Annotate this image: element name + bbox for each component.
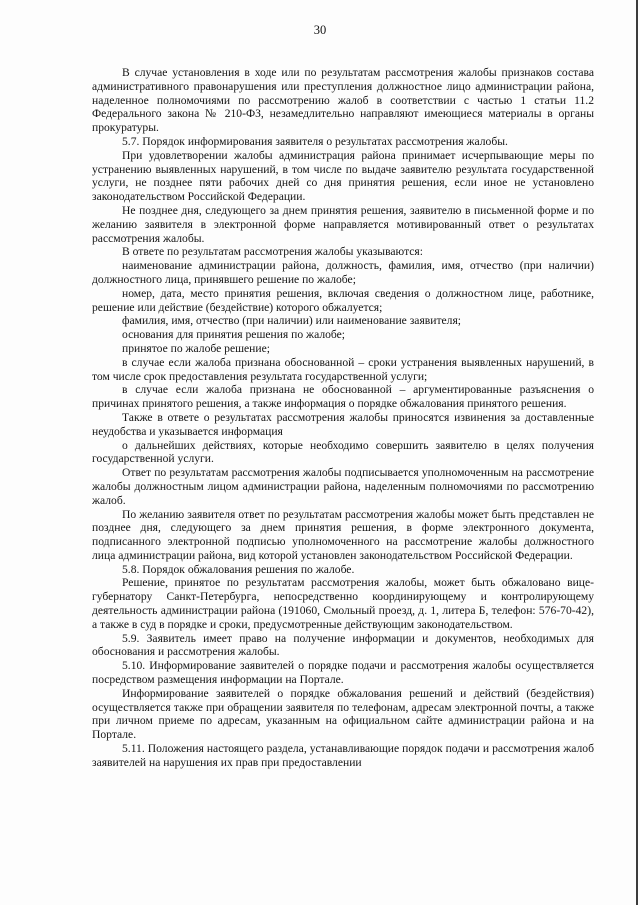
list-item-applicant-name: фамилия, имя, отчество (при наличии) или наименование заявителя; bbox=[122, 314, 462, 328]
paragraph-informing-methods: Информирование заявителей о порядке обжалования решений и действий (бездействия) осуществляется также при обращении заявителя по телефонам, адресам электронной почты, а также при личном приеме по адресам, указанным на официальном сайте администрации района и на Портале. bbox=[92, 686, 594, 742]
section-heading-5-7: 5.7. Порядок информирования заявителя о результатах рассмотрения жалобы. bbox=[122, 134, 508, 148]
page-number: 30 bbox=[313, 23, 327, 37]
list-item-decision: принятое по жалобе решение; bbox=[122, 341, 270, 355]
scan-edge-line bbox=[636, 0, 638, 905]
paragraph-response-contents-intro: В ответе по результатам рассмотрения жалобы указываются: bbox=[122, 245, 423, 259]
list-item-official-name: наименование администрации района, должность, фамилия, имя, отчество (при наличии) должностного лица, принявшего решение по жалобе; bbox=[92, 259, 594, 286]
list-item-grounds: основания для принятия решения по жалобе; bbox=[122, 328, 346, 342]
paragraph-section-5-10: 5.10. Информирование заявителей о порядке подачи и рассмотрения жалобы осуществляется посредством размещения информации на Портале. bbox=[92, 659, 594, 687]
paragraph-response-signature: Ответ по результатам рассмотрения жалобы подписывается уполномоченным на рассмотрение жалобы должностным лицом администрации района, наделенным полномочиями по рассмотрению жалоб. bbox=[92, 466, 594, 507]
paragraph-further-actions: о дальнейших действиях, которые необходимо совершить заявителю в целях получения государственной услуги. bbox=[92, 438, 594, 466]
list-item-decision-number: номер, дата, место принятия решения, включая сведения о должностном лице, работнике, решение или действие (бездействие) которого обжалуется; bbox=[92, 286, 594, 314]
paragraph-apology: Также в ответе о результатах рассмотрения жалобы приносятся извинения за доставленные неудобства и указывается информация bbox=[92, 410, 594, 438]
paragraph-appeal-procedure: Решение, принятое по результатам рассмотрения жалобы, может быть обжаловано вице-губернатору Санкт-Петербурга, непосредственно координирующему и контролирующему деятельность администрации района (191060, Смольный проезд, д. 1, литера Б, телефон: 576-70-42), а также в суд в порядке и сроки, предусмотренные действующим законодательством. bbox=[92, 576, 594, 631]
paragraph-satisfaction-measures: При удовлетворении жалобы администрация района принимает исчерпывающие меры по устранению выявленных нарушений, в том числе по выдаче заявителю результата государственной услуги, не позднее пяти рабочих дней со дня принятия решения, если иное не установлено законодательством Российской Федерации. bbox=[92, 148, 594, 204]
list-item-unjustified-complaint: в случае если жалоба признана не обоснованной – аргументированные разъяснения о причинах принятого решения, а также информация о порядке обжалования принятого решения. bbox=[92, 383, 594, 411]
paragraph-section-5-9: 5.9. Заявитель имеет право на получение информации и документов, необходимых для обоснования и рассмотрения жалобы. bbox=[92, 631, 594, 659]
paragraph-response-deadline: Не позднее дня, следующего за днем принятия решения, заявителю в письменной форме и по желанию заявителя в электронной форме направляется мотивированный ответ о результатах рассмотрения жалобы. bbox=[92, 203, 594, 245]
paragraph-section-5-11: 5.11. Положения настоящего раздела, устанавливающие порядок подачи и рассмотрения жалоб заявителей на нарушения их прав при предоставлении bbox=[92, 742, 594, 769]
list-item-justified-complaint: в случае если жалоба признана обоснованной – сроки устранения выявленных нарушений, в том числе срок предоставления результата государственной услуги; bbox=[92, 355, 594, 383]
document-body bbox=[92, 66, 594, 770]
paragraph-prosecutor-referral: В случае установления в ходе или по результатам рассмотрения жалобы признаков состава административного правонарушения или преступления должностное лицо администрации района, наделенное полномочиями по рассмотрению жалоб в соответствии с частью 1 статьи 11.2 Федерального закона № 210-ФЗ, незамедлительно направляют имеющиеся материалы в органы прокуратуры. bbox=[92, 66, 594, 135]
paragraph-electronic-response: По желанию заявителя ответ по результатам рассмотрения жалобы может быть представлен не позднее дня, следующего за днем принятия решения, в форме электронного документа, подписанного электронной подписью уполномоченного на рассмотрение жалобы должностного лица администрации района, вид которой установлен законодательством Российской Федерации. bbox=[92, 507, 594, 562]
section-heading-5-8: 5.8. Порядок обжалования решения по жалобе. bbox=[122, 562, 355, 576]
